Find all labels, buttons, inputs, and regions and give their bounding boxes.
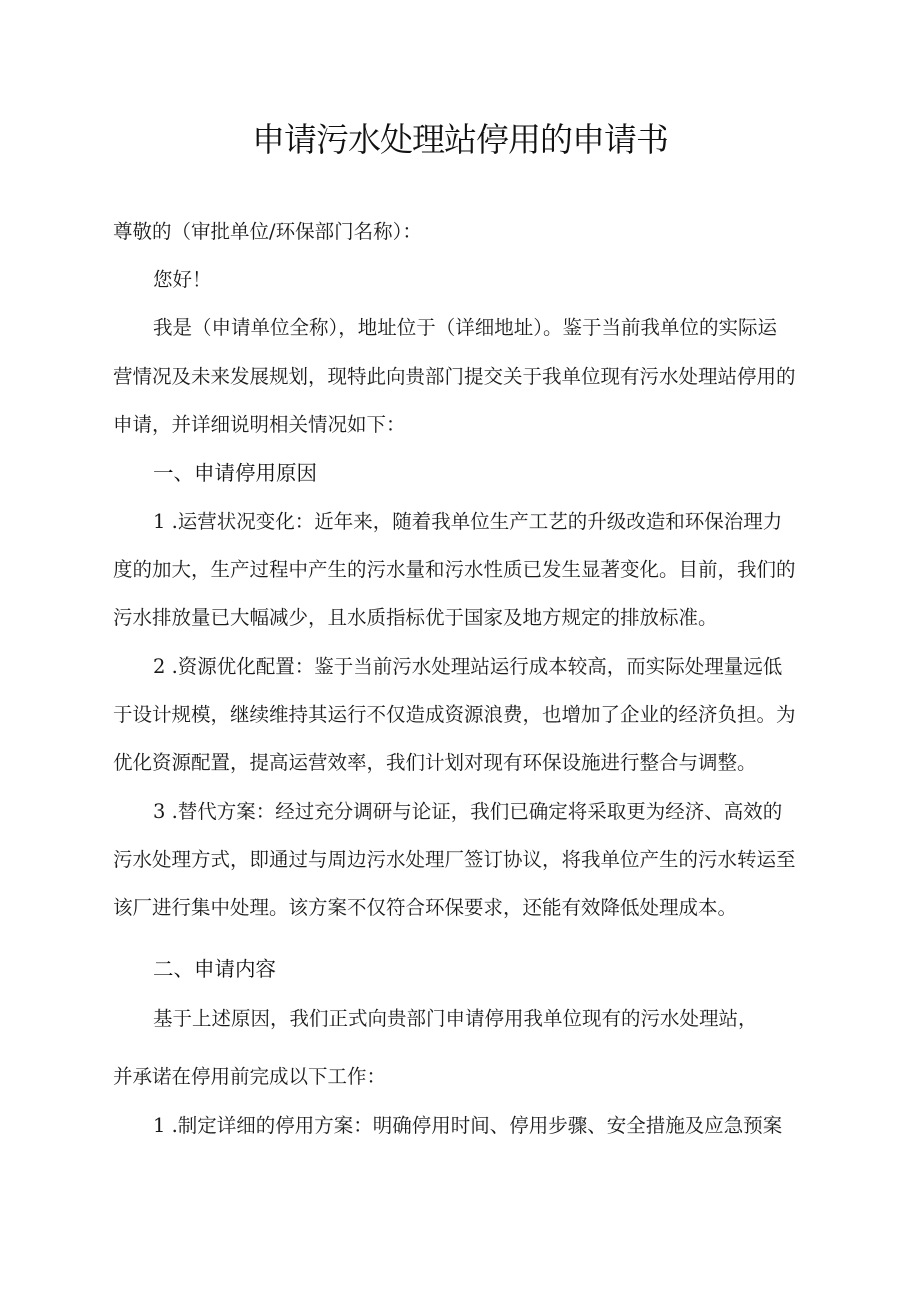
reason-1-line-2: 度的加大，生产过程中产生的污水量和污水性质已发生显著变化。目前，我们的 bbox=[113, 558, 796, 581]
intro-line-3: 申请，并详细说明相关情况如下： bbox=[113, 413, 406, 436]
reason-2-line-1: 2 .资源优化配置：鉴于当前污水处理站运行成本较高，而实际处理量远低 bbox=[153, 655, 783, 678]
intro-line-1: 我是（申请单位全称），地址位于（详细地址）。鉴于当前我单位的实际运 bbox=[153, 316, 778, 339]
content-para-line-1: 基于上述原因，我们正式向贵部门申请停用我单位现有的污水处理站， bbox=[153, 1007, 758, 1030]
content-para-line-2: 并承诺在停用前完成以下工作： bbox=[113, 1065, 387, 1088]
reason-3-line-3: 该厂进行集中处理。该方案不仅符合环保要求，还能有效降低处理成本。 bbox=[113, 896, 738, 919]
intro-line-2: 营情况及未来发展规划，现特此向贵部门提交关于我单位现有污水处理站停用的 bbox=[113, 365, 796, 388]
section-1-heading: 一、申请停用原因 bbox=[153, 461, 317, 485]
reason-2-line-2: 于设计规模，继续维持其运行不仅造成资源浪费，也增加了企业的经济负担。为 bbox=[113, 703, 796, 726]
content-item-1-line-1: 1 .制定详细的停用方案：明确停用时间、停用步骤、安全措施及应急预案 bbox=[153, 1114, 783, 1137]
reason-1-line-1: 1 .运营状况变化：近年来，随着我单位生产工艺的升级改造和环保治理力 bbox=[153, 510, 783, 533]
salutation: 尊敬的（审批单位/环保部门名称）： bbox=[113, 220, 422, 243]
section-2-heading: 二、申请内容 bbox=[153, 957, 276, 981]
reason-2-line-3: 优化资源配置，提高运营效率，我们计划对现有环保设施进行整合与调整。 bbox=[113, 751, 757, 774]
reason-3-line-2: 污水处理方式，即通过与周边污水处理厂签订协议，将我单位产生的污水转运至 bbox=[113, 848, 796, 871]
document-title: 申请污水处理站停用的申请书 bbox=[252, 120, 668, 159]
reason-1-line-3: 污水排放量已大幅减少，且水质指标优于国家及地方规定的排放标准。 bbox=[113, 606, 718, 629]
reason-3-line-1: 3 .替代方案：经过充分调研与论证，我们已确定将采取更为经济、高效的 bbox=[153, 800, 783, 823]
greeting: 您好！ bbox=[153, 268, 212, 291]
